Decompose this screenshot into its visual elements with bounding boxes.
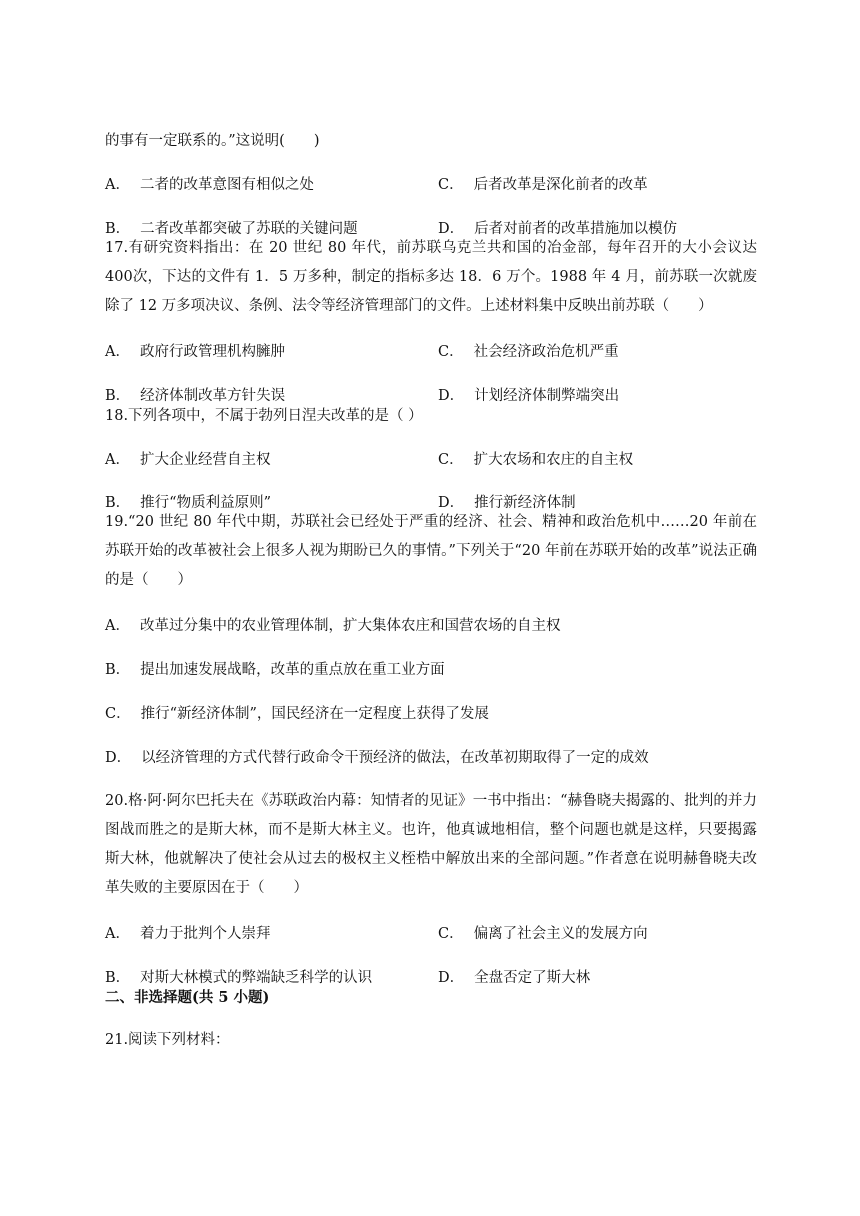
- q16-stem-tail: 的事有一定联系的。”这说明( ): [105, 133, 320, 149]
- q17-option-c[interactable]: C． 社会经济政治危机严重: [438, 344, 619, 360]
- q18-option-b[interactable]: B． 推行“物质利益原则”: [105, 495, 271, 511]
- q16-option-b[interactable]: B． 二者改革都突破了苏联的关键问题: [105, 221, 358, 237]
- q16-option-a[interactable]: A． 二者的改革意图有相似之处: [105, 177, 314, 193]
- q17-option-d[interactable]: D． 计划经济体制弊端突出: [438, 388, 620, 404]
- q18-option-d[interactable]: D． 推行新经济体制: [438, 495, 576, 511]
- q18-option-a[interactable]: A． 扩大企业经营自主权: [105, 452, 271, 468]
- section-2-heading: 二、非选择题(共 5 小题): [105, 989, 270, 1006]
- q16-option-c[interactable]: C． 后者改革是深化前者的改革: [438, 177, 648, 193]
- q18-stem: 18.下列各项中，不属于勃列日涅夫改革的是（ ）: [105, 408, 423, 424]
- q17-stem: 17.有研究资料指出：在 20 世纪 80 年代，前苏联乌克兰共和国的冶金部，每年召开的大小会议达 400次，下达的文件有 1．5 万多种，制定的指标多达 18．6 万个。1988 年 4 月，前苏联一次就废除了 12 万多项决议、条例、法令等经济管理部门的文件。上述材料集中反映出前苏联（ ）: [105, 240, 757, 314]
- q16-option-d[interactable]: D． 后者对前者的改革措施加以模仿: [438, 221, 678, 237]
- q19-option-d[interactable]: D． 以经济管理的方式代替行政命令干预经济的做法，在改革初期取得了一定的成效: [105, 750, 649, 766]
- q20-stem: 20.格·阿·阿尔巴托夫在《苏联政治内幕：知情者的见证》一书中指出：“赫鲁晓夫揭露的、批判的并力图战而胜之的是斯大林，而不是斯大林主义。也许，他真诚地相信，整个问题也就是这样，只要揭露斯大林，他就解决了使社会从过去的极权主义桎梏中解放出来的全部问题。”作者意在说明赫鲁晓夫改革失败的主要原因在于（ ）: [105, 793, 757, 896]
- q17-option-a[interactable]: A． 政府行政管理机构臃肿: [105, 344, 285, 360]
- q20-option-d[interactable]: D． 全盘否定了斯大林: [438, 970, 591, 986]
- q19-stem: 19.“20 世纪 80 年代中期，苏联社会已经处于严重的经济、社会、精神和政治危机中……20 年前在苏联开始的改革被社会上很多人视为期盼已久的事情。”下列关于“20 年前在苏联开始的改革”说法正确的是（ ）: [105, 514, 757, 588]
- q20-option-b[interactable]: B． 对斯大林模式的弊端缺乏科学的认识: [105, 970, 373, 986]
- q19-option-a[interactable]: A． 改革过分集中的农业管理体制，扩大集体农庄和国营农场的自主权: [105, 618, 561, 634]
- q21-stem: 21.阅读下列材料：: [105, 1032, 230, 1048]
- q20-option-a[interactable]: A． 着力于批判个人崇拜: [105, 926, 271, 942]
- q17-option-b[interactable]: B． 经济体制改革方针失误: [105, 388, 286, 404]
- q19-option-c[interactable]: C． 推行“新经济体制”，国民经济在一定程度上获得了发展: [105, 706, 489, 722]
- q18-option-c[interactable]: C． 扩大农场和农庄的自主权: [438, 452, 634, 468]
- q19-option-b[interactable]: B． 提出加速发展战略，改革的重点放在重工业方面: [105, 662, 445, 678]
- q20-option-c[interactable]: C． 偏离了社会主义的发展方向: [438, 926, 648, 942]
